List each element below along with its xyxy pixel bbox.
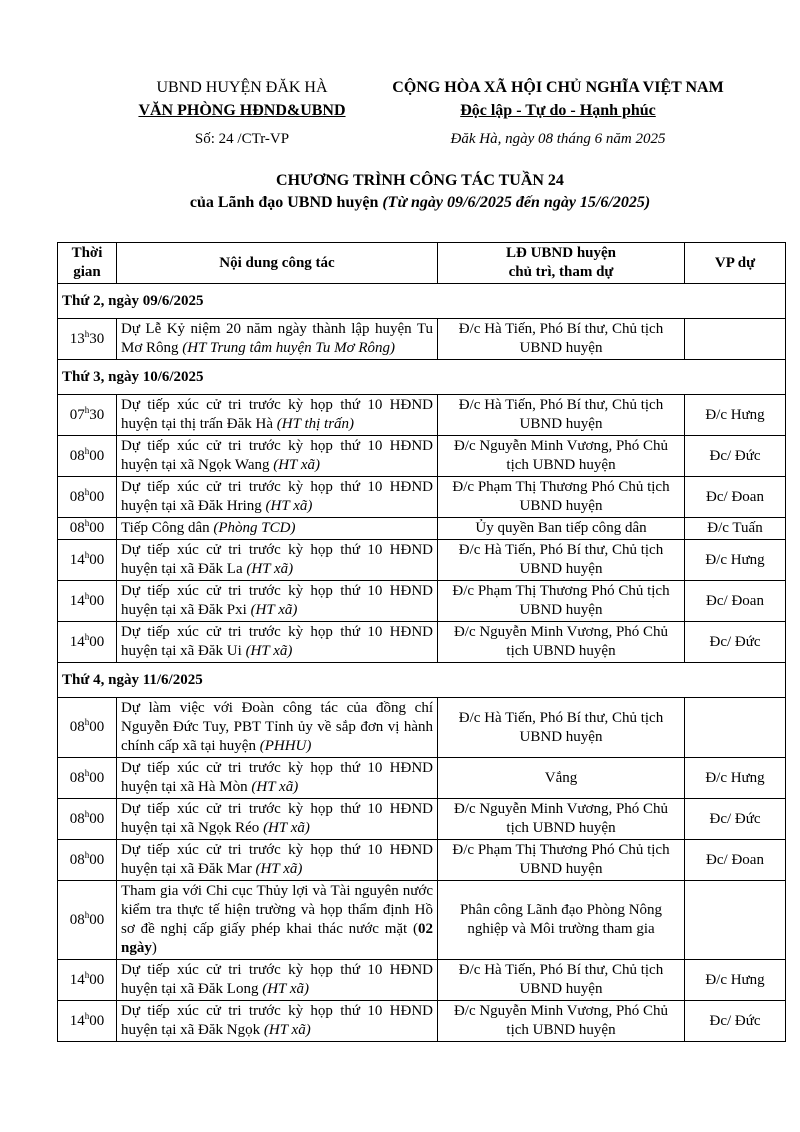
lead-cell: Đ/c Hà Tiến, Phó Bí thư, Chủ tịch UBND huyện (438, 698, 685, 758)
content-text: Dự tiếp xúc cử tri trước kỳ họp thứ 10 HĐND huyện tại thị trấn Đăk Hà (121, 397, 433, 432)
time-cell (58, 436, 117, 477)
content-place: (HT xã) (250, 602, 298, 618)
time-h-mark: h (84, 549, 90, 560)
lead-cell: Vắng (438, 758, 685, 799)
content-cell (117, 698, 438, 758)
vp-cell: Đc/ Đoan (685, 840, 786, 881)
content-place: (HT xã) (265, 498, 313, 514)
lead-cell: Phân công Lãnh đạo Phòng Nông nghiệp và Môi trường tham gia (438, 881, 685, 960)
lead-cell: Đ/c Nguyễn Minh Vương, Phó Chủ tịch UBND huyện (438, 799, 685, 840)
content-place: (Phòng TCD) (213, 520, 296, 536)
time-hour: 14 (69, 633, 85, 650)
content-cell (117, 840, 438, 881)
day-label: Thứ 2, ngày 09/6/2025 (58, 284, 786, 319)
doc-number: Số: 24 /CTr-VP (194, 131, 290, 147)
table-row (58, 698, 786, 758)
content-place: (HT Trung tâm huyện Tu Mơ Rông) (182, 340, 396, 356)
day-row (58, 360, 786, 395)
vp-cell (685, 881, 786, 960)
subtitle-range: (Từ ngày 09/6/2025 đến ngày 15/6/2025) (382, 194, 651, 211)
day-row (58, 663, 786, 698)
content-cell (117, 799, 438, 840)
lead-cell: Đ/c Nguyễn Minh Vương, Phó Chủ tịch UBND huyện (438, 1001, 685, 1042)
time-cell (58, 319, 117, 360)
time-hour: 07 (69, 406, 85, 423)
time-hour: 08 (69, 520, 85, 536)
content-place: (HT xã) (255, 861, 303, 877)
time-minute: 00 (89, 447, 105, 464)
time-cell (58, 698, 117, 758)
table-row (58, 540, 786, 581)
time-cell (58, 799, 117, 840)
time-minute: 00 (89, 719, 105, 735)
vp-cell: Đ/c Hưng (685, 395, 786, 436)
content-text: Tiếp Công dân (121, 520, 214, 536)
time-h-mark: h (84, 445, 90, 456)
time-minute: 00 (89, 488, 105, 505)
table-row (58, 881, 786, 960)
header-content: Nội dung công tác (117, 243, 438, 284)
table-row (58, 518, 786, 540)
subtitle-prefix: của Lãnh đạo UBND huyện (189, 194, 383, 211)
content-duration: 02 ngày (121, 921, 433, 956)
time-minute: 00 (89, 769, 105, 786)
time-h-mark: h (84, 808, 90, 819)
time-minute: 30 (89, 406, 105, 423)
lead-cell: Ủy quyền Ban tiếp công dân (438, 518, 685, 540)
time-cell (58, 1001, 117, 1042)
content-place: (HT xã) (263, 1022, 311, 1038)
content-cell (117, 758, 438, 799)
content-text: Dự tiếp xúc cử tri trước kỳ họp thứ 10 HĐND huyện tại xã Hà Mòn (121, 760, 433, 795)
time-minute: 00 (89, 633, 105, 650)
content-cell (117, 436, 438, 477)
lead-cell: Đ/c Hà Tiến, Phó Bí thư, Chủ tịch UBND huyện (438, 960, 685, 1001)
lead-cell: Đ/c Hà Tiến, Phó Bí thư, Chủ tịch UBND huyện (438, 395, 685, 436)
content-text: Dự tiếp xúc cử tri trước kỳ họp thứ 10 HĐND huyện tại xã Ngọk Wang (121, 438, 433, 473)
time-hour: 08 (69, 488, 85, 505)
table-row (58, 581, 786, 622)
table-row (58, 477, 786, 518)
content-place: (HT xã) (262, 981, 310, 997)
content-text: Dự tiếp xúc cử tri trước kỳ họp thứ 10 HĐND huyện tại xã Đăk Ngọk (121, 1003, 433, 1038)
agency-line1: UBND HUYỆN ĐĂK HÀ (156, 79, 328, 96)
lead-cell: Đ/c Nguyễn Minh Vương, Phó Chủ tịch UBND huyện (438, 622, 685, 663)
time-h-mark: h (84, 717, 90, 727)
vp-cell: Đ/c Tuấn (685, 518, 786, 540)
time-hour: 14 (69, 1012, 85, 1029)
lead-cell: Đ/c Phạm Thị Thương Phó Chủ tịch UBND huyện (438, 581, 685, 622)
time-hour: 08 (69, 851, 85, 868)
time-h-mark: h (84, 486, 90, 497)
time-h-mark: h (84, 1010, 90, 1021)
content-text: Dự tiếp xúc cử tri trước kỳ họp thứ 10 HĐND huyện tại xã Đăk Pxi (121, 583, 433, 618)
lead-cell: Đ/c Hà Tiến, Phó Bí thư, Chủ tịch UBND huyện (438, 540, 685, 581)
table-row (58, 395, 786, 436)
time-minute: 30 (89, 330, 105, 347)
content-tail: ) (151, 940, 157, 956)
time-cell (58, 477, 117, 518)
table-row (58, 1001, 786, 1042)
content-place: (HT xã) (246, 561, 294, 577)
time-minute: 00 (89, 971, 105, 988)
content-text: Tham gia với Chi cục Thủy lợi và Tài nguyên nước kiểm tra thực tế hiện trường và họp thẩm định Hồ sơ đề nghị cấp giấy phép khai thác nước mặt ( (121, 883, 433, 937)
vp-cell: Đc/ Đức (685, 436, 786, 477)
time-cell (58, 622, 117, 663)
time-hour: 14 (69, 551, 85, 568)
content-cell (117, 1001, 438, 1042)
time-h-mark: h (84, 631, 90, 642)
time-hour: 14 (69, 592, 85, 609)
time-hour: 08 (69, 810, 85, 827)
content-place: (HT xã) (263, 820, 310, 836)
content-cell (117, 881, 438, 960)
content-text: Dự tiếp xúc cử tri trước kỳ họp thứ 10 HĐND huyện tại xã Đăk Hring (121, 479, 433, 514)
lead-cell: Đ/c Phạm Thị Thương Phó Chủ tịch UBND huyện (438, 477, 685, 518)
vp-cell: Đc/ Đoan (685, 581, 786, 622)
content-text: Dự tiếp xúc cử tri trước kỳ họp thứ 10 HĐND huyện tại xã Ngọk Réo (121, 801, 433, 836)
time-h-mark: h (84, 767, 90, 778)
time-minute: 00 (89, 1012, 105, 1029)
time-cell (58, 395, 117, 436)
content-cell (117, 395, 438, 436)
nation-line1: CỘNG HÒA XÃ HỘI CHỦ NGHĨA VIỆT NAM (392, 79, 724, 96)
time-cell (58, 518, 117, 540)
schedule-table (57, 242, 786, 1042)
agency-block (118, 76, 366, 122)
content-place: (PHHU) (259, 738, 312, 754)
content-text: Dự tiếp xúc cử tri trước kỳ họp thứ 10 HĐND huyện tại xã Đăk Mar (121, 842, 433, 877)
time-minute: 00 (89, 911, 105, 928)
content-text: Dự tiếp xúc cử tri trước kỳ họp thứ 10 HĐND huyện tại xã Đăk Ui (121, 624, 433, 659)
place-date: Đăk Hà, ngày 08 tháng 6 năm 2025 (450, 131, 666, 147)
content-text: Dự tiếp xúc cử tri trước kỳ họp thứ 10 HĐND huyện tại xã Đăk Long (121, 962, 433, 997)
vp-cell: Đc/ Đức (685, 799, 786, 840)
content-cell (117, 319, 438, 360)
table-row (58, 436, 786, 477)
time-h-mark: h (84, 909, 90, 920)
time-h-mark: h (84, 328, 90, 339)
time-h-mark: h (84, 849, 90, 860)
content-cell (117, 581, 438, 622)
time-cell (58, 758, 117, 799)
vp-cell (685, 698, 786, 758)
table-row (58, 319, 786, 360)
time-minute: 00 (89, 592, 105, 609)
header-vp: VP dự (685, 243, 786, 284)
day-label: Thứ 4, ngày 11/6/2025 (58, 663, 786, 698)
day-row (58, 284, 786, 319)
nation-motto: Độc lập - Tự do - Hạnh phúc (460, 102, 656, 119)
table-header-row (58, 243, 786, 284)
table-row (58, 622, 786, 663)
content-text: Dự Lễ Kỷ niệm 20 năm ngày thành lập huyện Tu Mơ Rông (121, 321, 433, 356)
time-hour: 08 (69, 719, 85, 735)
content-place: (HT xã) (251, 779, 299, 795)
doc-title: CHƯƠNG TRÌNH CÔNG TÁC TUẦN 24 (276, 172, 564, 189)
time-cell (58, 581, 117, 622)
lead-cell: Đ/c Phạm Thị Thương Phó Chủ tịch UBND huyện (438, 840, 685, 881)
time-minute: 00 (89, 851, 105, 868)
content-cell (117, 518, 438, 540)
time-hour: 08 (69, 769, 85, 786)
time-hour: 08 (69, 911, 85, 928)
vp-cell: Đc/ Đức (685, 1001, 786, 1042)
vp-cell: Đ/c Hưng (685, 960, 786, 1001)
content-text: Dự tiếp xúc cử tri trước kỳ họp thứ 10 HĐND huyện tại xã Đăk La (121, 542, 433, 577)
header-lead-line1: LĐ UBND huyện (505, 245, 617, 261)
time-h-mark: h (84, 404, 90, 415)
vp-cell: Đ/c Hưng (685, 540, 786, 581)
content-place: (HT thị trấn) (276, 416, 355, 432)
day-label: Thứ 3, ngày 10/6/2025 (58, 360, 786, 395)
vp-cell: Đc/ Đức (685, 622, 786, 663)
content-cell (117, 622, 438, 663)
time-hour: 08 (69, 447, 85, 464)
time-hour: 13 (69, 330, 85, 347)
time-minute: 00 (89, 551, 105, 568)
lead-cell: Đ/c Nguyễn Minh Vương, Phó Chủ tịch UBND huyện (438, 436, 685, 477)
time-cell (58, 960, 117, 1001)
agency-line2: VĂN PHÒNG HĐND&UBND (138, 102, 346, 119)
time-cell (58, 881, 117, 960)
content-cell (117, 960, 438, 1001)
table-row (58, 960, 786, 1001)
header-lead (438, 243, 685, 284)
time-minute: 00 (89, 810, 105, 827)
nation-block (378, 76, 738, 122)
header-lead-line2: chủ trì, tham dự (508, 264, 614, 280)
table-row (58, 840, 786, 881)
table-row (58, 799, 786, 840)
content-text: Dự làm việc với Đoàn công tác của đồng chí Nguyễn Đức Tuy, PBT Tỉnh ủy về sắp đơn vị hành chính cấp xã tại huyện (121, 700, 433, 754)
vp-cell: Đ/c Hưng (685, 758, 786, 799)
time-cell (58, 840, 117, 881)
vp-cell (685, 319, 786, 360)
header-time: Thời gian (58, 243, 117, 284)
time-hour: 14 (69, 971, 85, 988)
lead-cell: Đ/c Hà Tiến, Phó Bí thư, Chủ tịch UBND huyện (438, 319, 685, 360)
time-h-mark: h (84, 518, 90, 528)
table-row (58, 758, 786, 799)
schedule-body (58, 284, 786, 1042)
vp-cell: Đc/ Đoan (685, 477, 786, 518)
time-cell (58, 540, 117, 581)
content-place: (HT xã) (245, 643, 293, 659)
doc-subtitle (0, 194, 800, 212)
time-h-mark: h (84, 590, 90, 601)
content-place: (HT xã) (273, 457, 321, 473)
time-h-mark: h (84, 969, 90, 980)
time-minute: 00 (89, 520, 105, 536)
content-cell (117, 477, 438, 518)
content-cell (117, 540, 438, 581)
